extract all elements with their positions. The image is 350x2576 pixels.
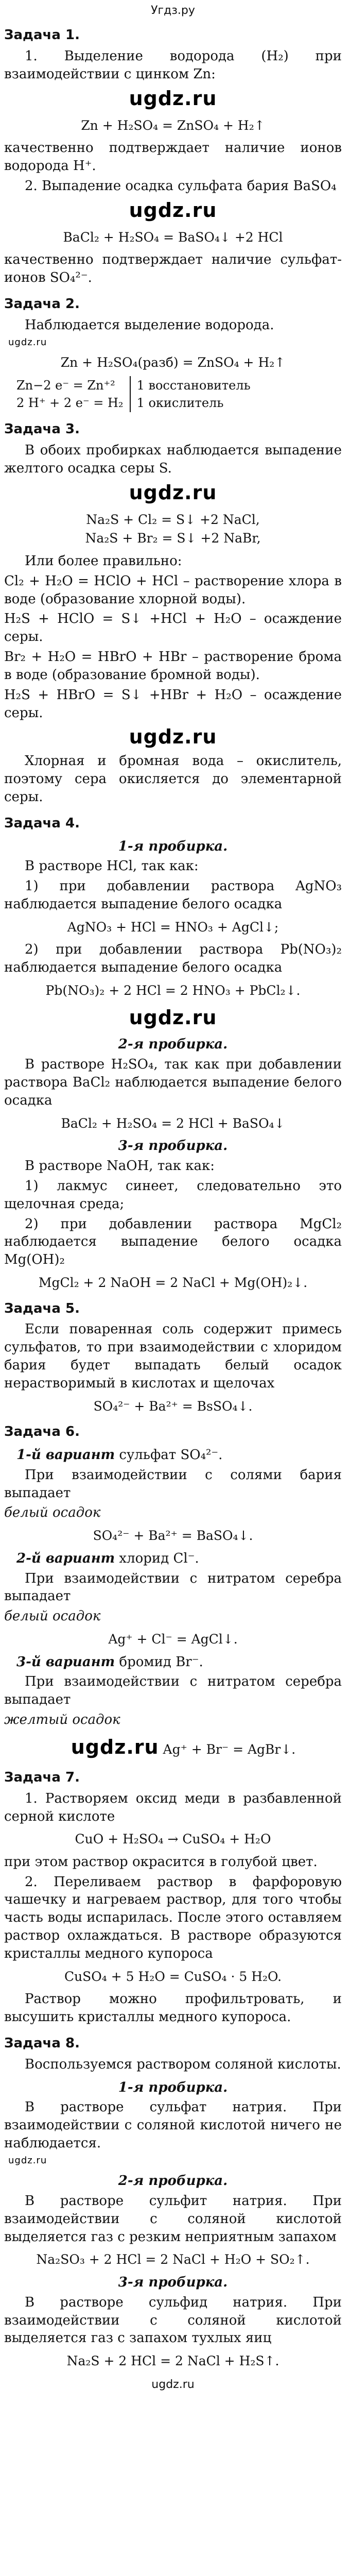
watermark: ugdz.ru bbox=[71, 1735, 159, 1758]
watermark: ugdz.ru bbox=[129, 481, 217, 504]
watermark: ugdz.ru bbox=[129, 725, 217, 749]
task-1-paragraph: качественно подтверждает наличие ионов водорода H⁺. bbox=[4, 140, 342, 174]
half-reaction: Zn−2 e⁻ = Zn⁺² bbox=[16, 378, 115, 393]
task-3-equation: Cl₂ + H₂O = HClO + HCl – растворение хлора в воде (образование хлорной воды). bbox=[4, 573, 342, 607]
task-7-equation: CuO + H₂SO₄ → CuSO₄ + H₂O bbox=[75, 1832, 271, 1847]
half-reaction: 2 H⁺ + 2 e⁻ = H₂ bbox=[16, 396, 124, 411]
task-1-equation: Zn + H₂SO₄ = ZnSO₄ + H₂↑ bbox=[81, 117, 265, 133]
tube-heading: 2-я пробирка. bbox=[118, 1037, 228, 1053]
task-3-paragraph: Хлорная и бромная вода – окислитель, поэтому сера окисляется до элементарной серы. bbox=[4, 753, 342, 805]
precipitate-note: белый осадок bbox=[4, 1608, 101, 1624]
redox-role: 1 окислитель bbox=[136, 396, 224, 411]
precipitate-note: белый осадок bbox=[4, 1505, 101, 1521]
watermark: ugdz.ru bbox=[129, 1006, 217, 1029]
task-8-paragraph: В растворе сульфат натрия. При взаимодействии с соляной кислотой ничего не наблюдается. bbox=[4, 2099, 342, 2151]
tube-heading: 1-я пробирка. bbox=[118, 2079, 228, 2095]
task-4-paragraph: 1) лакмус синеет, следовательно это щелочная среда; bbox=[4, 1178, 342, 1212]
task-5-title: Задача 5. bbox=[4, 1300, 80, 1316]
task-7-equation: CuSO₄ + 5 H₂O = CuSO₄ · 5 H₂O. bbox=[64, 1969, 282, 1984]
task-3-equation: Na₂S + Cl₂ = S↓ +2 NaCl, bbox=[86, 512, 260, 527]
task-4-paragraph: 2) при добавлении раствора Pb(NO₃)₂ наблюдается выпадение белого осадка bbox=[4, 942, 342, 976]
task-7-paragraph: Раствор можно профильтровать, и высушить кристаллы медного купороса. bbox=[4, 1991, 342, 2025]
task-5-paragraph: Если поваренная соль содержит примесь сульфатов, то при взаимодействии с хлоридом бария будет выпадать белый осадок нерастворимый в кислотах и щелочах bbox=[4, 1321, 342, 1391]
task-8-paragraph: Воспользуемся раствором соляной кислоты. bbox=[25, 2056, 341, 2072]
tube-heading: 3-я пробирка. bbox=[118, 1138, 228, 1154]
variant-label: 1-й вариант bbox=[16, 1447, 115, 1463]
task-3-equations bbox=[4, 511, 342, 547]
task-8-equation: Na₂S + 2 HCl = 2 NaCl + H₂S↑. bbox=[66, 2353, 279, 2369]
tube-heading: 3-я пробирка. bbox=[118, 2274, 228, 2290]
task-8-title: Задача 8. bbox=[4, 2035, 80, 2051]
task-7-title: Задача 7. bbox=[4, 1769, 80, 1785]
task-2-equation: Zn + H₂SO₄(разб) = ZnSO₄ + H₂↑ bbox=[60, 354, 286, 370]
task-6-paragraph: При взаимодействии с нитратом серебра выпадает bbox=[4, 1674, 342, 1708]
task-2-paragraph: Наблюдается выделение водорода. bbox=[25, 317, 274, 333]
task-3-title: Задача 3. bbox=[4, 421, 80, 437]
redox-role: 1 восстановитель bbox=[136, 378, 251, 393]
task-4-equation: BaCl₂ + H₂SO₄ = 2 HCl + BaSO₄↓ bbox=[61, 1115, 285, 1131]
task-1-paragraph: качественно подтверждает наличие сульфат-ионов SO₄²⁻. bbox=[4, 252, 342, 286]
task-5-equation: SO₄²⁻ + Ba²⁺ = BsSO₄↓. bbox=[93, 1398, 253, 1414]
task-2-title: Задача 2. bbox=[4, 296, 80, 312]
watermark: ugdz.ru bbox=[8, 336, 47, 348]
variant-heading bbox=[16, 1446, 342, 1464]
task-3-paragraph: В обоих пробирках наблюдается выпадение желтого осадка серы S. bbox=[4, 443, 342, 477]
variant-heading bbox=[16, 1653, 342, 1671]
task-8-paragraph: В растворе сульфид натрия. При взаимодействии с соляной кислотой выделяется газ с запахом тухлых яиц bbox=[4, 2294, 342, 2346]
task-4-equation: MgCl₂ + 2 NaOH = 2 NaCl + Mg(OH)₂↓. bbox=[38, 1275, 308, 1291]
task-1-paragraph: 2. Выпадение осадка сульфата бария BaSO₄ bbox=[25, 178, 337, 194]
electron-balance bbox=[16, 376, 342, 412]
task-6-paragraph: При взаимодействии с нитратом серебра выпадает bbox=[4, 1570, 342, 1604]
variant-ion: сульфат SO₄²⁻. bbox=[115, 1447, 223, 1463]
watermark: ugdz.ru bbox=[8, 2155, 47, 2166]
task-7-paragraph: 2. Переливаем раствор в фарфоровую чашечку и нагреваем раствор, для того чтобы часть воды испарилась. После этого оставляем раствор охлаждаться. В растворе образуются кристаллы медного купороса bbox=[4, 1874, 342, 1961]
watermark: ugdz.ru bbox=[129, 87, 217, 110]
watermark: ugdz.ru bbox=[129, 198, 217, 222]
task-6-equation: SO₄²⁻ + Ba²⁺ = BaSO₄↓. bbox=[93, 1528, 253, 1544]
task-4-paragraph: 1) при добавлении раствора AgNO₃ наблюдается выпадение белого осадка bbox=[4, 878, 342, 912]
task-3-equation: H₂S + HBrO = S↓ +HBr + H₂O – осаждение серы. bbox=[4, 687, 342, 721]
half-reactions bbox=[16, 376, 131, 412]
task-4-paragraph: 2) при добавлении раствора MgCl₂ наблюдается выпадение белого осадка Mg(OH)₂ bbox=[4, 1216, 342, 1268]
task-8-paragraph: В растворе сульфит натрия. При взаимодействии с соляной кислотой выделяется газ с резким неприятным запахом bbox=[4, 2193, 342, 2245]
task-6-equation: Ag⁺ + Cl⁻ = AgCl↓. bbox=[108, 1632, 238, 1647]
task-7-paragraph: 1. Растворяем оксид меди в разбавленной серной кислоте bbox=[4, 1790, 342, 1824]
task-6-equation bbox=[4, 1734, 342, 1760]
task-3-equation: Br₂ + H₂O = HBrO + HBr – растворение брома в воде (образование бромной воды). bbox=[4, 649, 342, 683]
task-6-title: Задача 6. bbox=[4, 1424, 80, 1440]
task-3-equation: Na₂S + Br₂ = S↓ +2 NaBr, bbox=[85, 531, 261, 546]
variant-label: 3-й вариант bbox=[16, 1654, 115, 1670]
task-4-equation: AgNO₃ + HCl = HNO₃ + AgCl↓; bbox=[67, 919, 279, 935]
variant-heading bbox=[16, 1550, 342, 1568]
task-1-equation: BaCl₂ + H₂SO₄ = BaSO₄↓ +2 HCl bbox=[63, 229, 283, 245]
task-4-paragraph: В растворе HCl, так как: bbox=[25, 858, 199, 874]
task-3-equation: H₂S + HClO = S↓ +HCl + H₂O – осаждение серы. bbox=[4, 611, 342, 645]
task-3-paragraph: Или более правильно: bbox=[25, 553, 182, 569]
variant-ion: бромид Br⁻. bbox=[115, 1654, 203, 1670]
task-4-equation: Pb(NO₃)₂ + 2 HCl = 2 HNO₃ + PbCl₂↓. bbox=[45, 983, 301, 998]
task-4-title: Задача 4. bbox=[4, 815, 80, 831]
task-4-paragraph: В растворе H₂SO₄, так как при добавлении раствора BaCl₂ наблюдается выпадение белого осадка bbox=[4, 1057, 342, 1108]
site-footer: ugdz.ru bbox=[151, 2378, 195, 2391]
tube-heading: 2-я пробирка. bbox=[118, 2173, 228, 2189]
task-7-paragraph: при этом раствор окрасится в голубой цвет. bbox=[4, 1854, 318, 1870]
task-1-title: Задача 1. bbox=[4, 27, 80, 43]
site-header: Угдз.ру bbox=[151, 4, 195, 17]
task-6-paragraph: При взаимодействии с солями бария выпадает bbox=[4, 1467, 342, 1501]
variant-label: 2-й вариант bbox=[16, 1550, 115, 1566]
precipitate-note: желтый осадок bbox=[4, 1712, 120, 1728]
task-1-paragraph: 1. Выделение водорода (H₂) при взаимодействии с цинком Zn: bbox=[4, 48, 342, 82]
tube-heading: 1-я пробирка. bbox=[118, 838, 228, 854]
redox-roles bbox=[131, 376, 251, 412]
variant-ion: хлорид Cl⁻. bbox=[115, 1550, 199, 1566]
task-4-paragraph: В растворе NaOH, так как: bbox=[25, 1158, 215, 1174]
task-8-equation: Na₂SO₃ + 2 HCl = 2 NaCl + H₂O + SO₂↑. bbox=[36, 2252, 310, 2267]
task-6-equation-text: Ag⁺ + Br⁻ = AgBr↓. bbox=[163, 1741, 296, 1757]
